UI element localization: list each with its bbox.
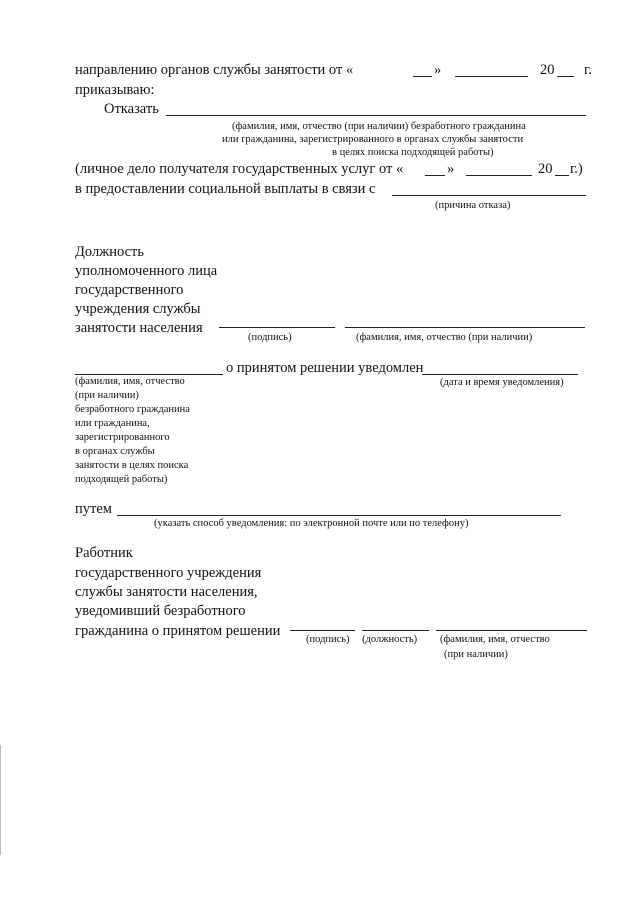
citizen-note-line-6: в органах службы — [75, 446, 155, 457]
citizen-note-line-2: (при наличии) — [75, 390, 139, 401]
employee-signature-note: (подпись) — [306, 634, 350, 645]
scan-edge-mark — [0, 745, 2, 855]
official-line-3: государственного — [75, 282, 184, 298]
direction-quote-close: » — [434, 62, 442, 78]
refuse-name-field[interactable] — [166, 115, 586, 116]
personal-file-month-field[interactable] — [466, 175, 532, 176]
citizen-note-line-5: зарегистрированного — [75, 432, 170, 443]
personal-file-year-field[interactable] — [555, 175, 569, 176]
direction-day-field[interactable] — [413, 76, 432, 77]
official-line-4: учреждения службы — [75, 301, 201, 317]
notification-text: о принятом решении уведомлен — [226, 360, 424, 376]
employee-name-note-line2: (при наличии) — [444, 649, 508, 660]
official-signature-note: (подпись) — [248, 332, 292, 343]
citizen-note-line-1: (фамилия, имя, отчество — [75, 376, 185, 387]
notification-datetime-field[interactable] — [422, 374, 578, 375]
employee-signature-field[interactable] — [290, 630, 355, 631]
employee-line-4: уведомивший безработного — [75, 603, 246, 619]
order-text: приказываю: — [75, 82, 155, 98]
refusal-reason-field[interactable] — [392, 195, 586, 196]
personal-file-year-prefix: 20 — [538, 161, 553, 177]
personal-file-day-field[interactable] — [425, 175, 445, 176]
direction-year-prefix: 20 — [540, 62, 555, 78]
personal-file-quote-close: » — [447, 161, 455, 177]
employee-line-1: Работник — [75, 545, 133, 561]
citizen-note-line-8: подходящей работы) — [75, 474, 168, 485]
citizen-note-line-4: или гражданина, — [75, 418, 150, 429]
citizen-note-line-7: занятости в целях поиска — [75, 460, 189, 471]
personal-file-text: (личное дело получателя государственных услуг от « — [75, 161, 404, 177]
method-note: (указать способ уведомления: по электронной почте или по телефону) — [154, 518, 469, 529]
refuse-note-line1: (фамилия, имя, отчество (при наличии) безработного гражданина — [232, 121, 526, 132]
personal-file-year-suffix: г.) — [570, 161, 583, 177]
official-line-1: Должность — [75, 244, 144, 260]
direction-year-field[interactable] — [557, 76, 574, 77]
notification-method-field[interactable] — [117, 515, 561, 516]
direction-year-suffix: г. — [584, 62, 592, 78]
refuse-note-line2: или гражданина, зарегистрированного в органах службы занятости — [222, 134, 524, 145]
social-payment-text: в предоставлении социальной выплаты в связи с — [75, 181, 376, 197]
employee-line-5: гражданина о принятом решении — [75, 623, 281, 639]
employee-position-note: (должность) — [362, 634, 418, 645]
official-line-2: уполномоченного лица — [75, 263, 218, 279]
official-name-note: (фамилия, имя, отчество (при наличии) — [356, 332, 533, 343]
official-line-5: занятости населения — [75, 320, 203, 336]
employee-line-2: государственного учреждения — [75, 565, 262, 581]
employee-position-field[interactable] — [362, 630, 429, 631]
method-label: путем — [75, 501, 112, 517]
refuse-label: Отказать — [104, 101, 159, 117]
direction-text: направлению органов службы занятости от « — [75, 62, 354, 78]
citizen-note-line-3: безработного гражданина — [75, 404, 190, 415]
refuse-note-line3: в целях поиска подходящей работы) — [332, 147, 494, 158]
official-name-field[interactable] — [345, 327, 585, 328]
refusal-reason-note: (причина отказа) — [435, 200, 511, 211]
employee-line-3: службы занятости населения, — [75, 584, 258, 600]
employee-name-field[interactable] — [436, 630, 587, 631]
official-signature-field[interactable] — [219, 327, 335, 328]
notification-datetime-note: (дата и время уведомления) — [440, 377, 564, 388]
citizen-name-field[interactable] — [75, 374, 223, 375]
employee-name-note-line1: (фамилия, имя, отчество — [440, 634, 550, 645]
direction-month-field[interactable] — [455, 76, 528, 77]
